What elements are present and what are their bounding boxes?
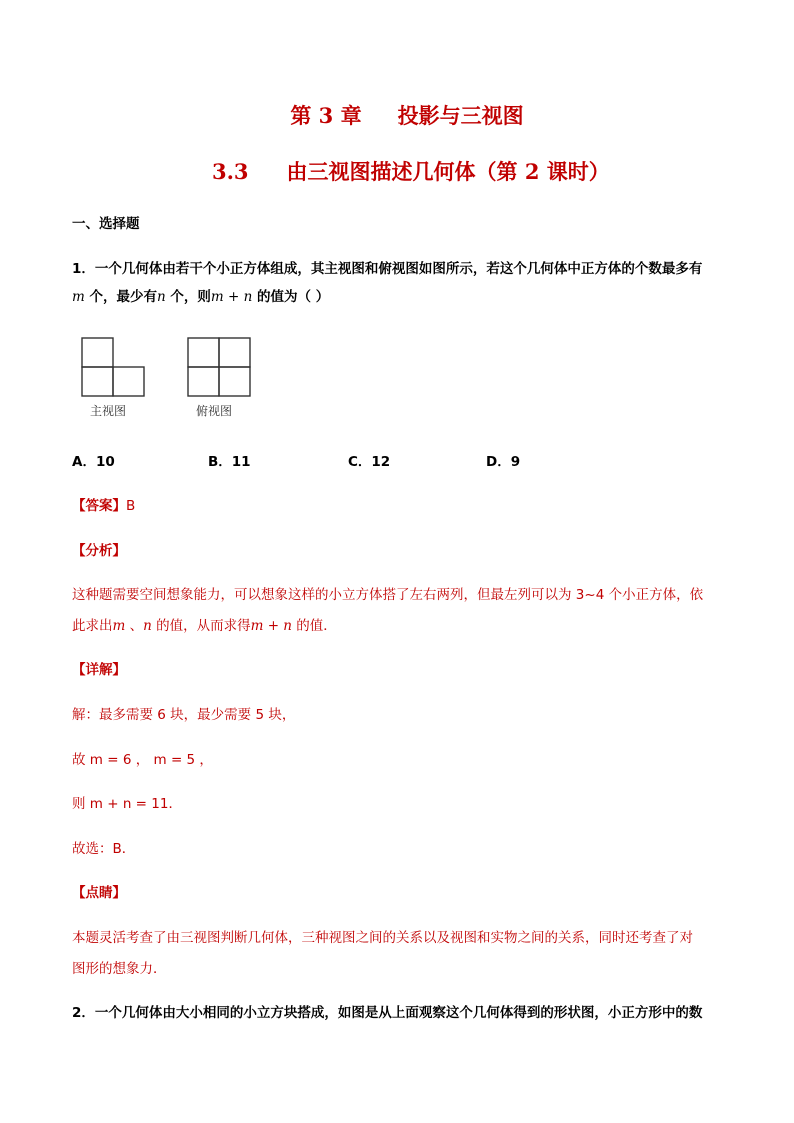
q1-line1: 1．一个几何体由若干个小正方体组成，其主视图和俯视图如图所示，若这个几何体中正方体的个数最多有 <box>72 261 703 277</box>
q2-line1: 2．一个几何体由大小相同的小立方块搭成，如图是从上面观察这个几何体得到的形状图，小正方形中的数 <box>72 1005 703 1021</box>
analysis-line2 <box>72 614 337 634</box>
chapter-title: 投影与三视图 <box>397 103 524 128</box>
q1-line2 <box>72 285 329 305</box>
detail-line4: 故选：B． <box>72 841 136 857</box>
front-view-caption: 主视图 <box>90 404 127 418</box>
detail-line3: 则 m + n = 11． <box>72 796 182 812</box>
answer-label: 【答案】 <box>72 498 126 514</box>
q1-text-d: 个，则 <box>165 289 211 305</box>
q1-text-f: 的值为（ ） <box>252 289 330 305</box>
option-a: A．10 <box>72 454 115 470</box>
var-n: n <box>157 289 166 305</box>
section-label: 一、选择题 <box>72 216 140 232</box>
analysis-var-m: m <box>112 618 126 634</box>
analysis-label: 【分析】 <box>72 543 126 559</box>
comment-line1: 本题灵活考查了由三视图判断几何体，三种视图之间的关系以及视图和实物之间的关系，同时还考查了对 <box>72 930 693 946</box>
front-view-drawing <box>80 336 146 398</box>
comment-label: 【点睛】 <box>72 885 126 901</box>
detail-line1: 解：最多需要 6 块，最少需要 5 块， <box>72 707 296 723</box>
analysis-expr: m + n <box>250 618 292 634</box>
analysis-text-e: 的值，从而求得 <box>151 618 251 634</box>
analysis-line1: 这种题需要空间想象能力，可以想象这样的小立方体搭了左右两列，但最左列可以为 3~4 个小正方体，依 <box>72 587 704 603</box>
top-view-caption: 俯视图 <box>196 404 233 418</box>
analysis-text-g: 的值． <box>292 618 337 634</box>
q1-text-b: 个，最少有 <box>84 289 158 305</box>
option-b: B．11 <box>208 454 251 470</box>
option-d: D．9 <box>486 454 521 470</box>
section-number: 3.3 <box>212 159 249 184</box>
option-c: C．12 <box>348 454 391 470</box>
var-m: m <box>72 289 85 305</box>
chapter-heading <box>0 100 794 130</box>
section-title: 由三视图描述几何体（第 2 课时） <box>286 159 610 184</box>
detail-label: 【详解】 <box>72 662 126 678</box>
answer-value: B <box>126 498 136 514</box>
top-view-drawing <box>186 336 252 398</box>
analysis-text-a: 此求出 <box>72 618 113 634</box>
analysis-text-c: 、 <box>125 618 144 634</box>
detail-line2: 故 m = 6 ， m = 5 ， <box>72 752 213 768</box>
chapter-number: 第 3 章 <box>290 103 362 128</box>
comment-line2: 图形的想象力． <box>72 961 167 977</box>
analysis-var-n: n <box>143 618 152 634</box>
top-view-figure <box>186 336 252 402</box>
front-view-figure <box>80 336 146 402</box>
expr-m-plus-n: m + n <box>210 289 253 305</box>
answer-line <box>72 494 135 514</box>
section-heading <box>212 156 610 186</box>
